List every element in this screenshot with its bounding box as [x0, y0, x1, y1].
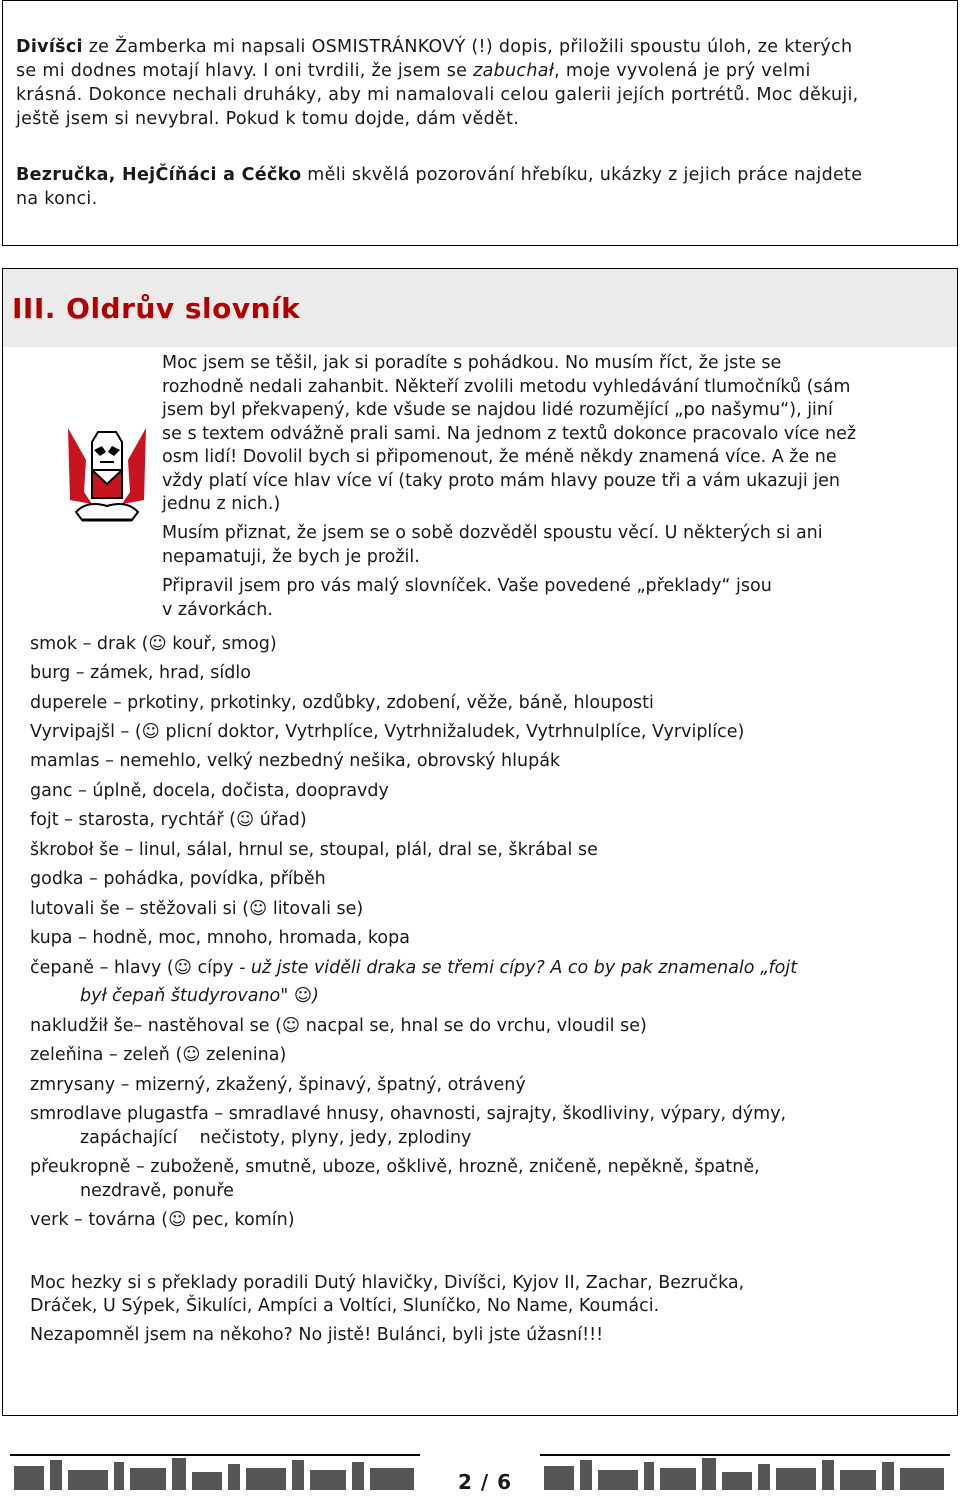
entry-text: čepaně – hlavy (☺ cípy: [30, 958, 240, 978]
glossary-entry: mamlas – nemehlo, velký nezbedný nešika, obrovský hlupák: [30, 751, 561, 771]
glossary-entry: smrodlave plugastfa – smradlavé hnusy, ohavnosti, sajrajty, škodliviny, výpary, dýmy,: [30, 1104, 787, 1124]
top-line-1: [16, 35, 852, 59]
page-number: 2 / 6: [458, 1470, 513, 1494]
intro-paragraph: [162, 352, 940, 517]
glossary-entry: burg – zámek, hrad, sídlo: [30, 663, 251, 683]
third-paragraph: [162, 575, 940, 622]
section-title: III. Oldrův slovník: [12, 292, 301, 325]
top-text: měli skvělá pozorování hřebíku, ukázky z jejich práce najdete: [301, 165, 863, 185]
glossary-entry: fojt – starosta, rychtář (☺ úřad): [30, 810, 307, 830]
glossary-entry: zmrysany – mizerný, zkažený, špinavý, špatný, otrávený: [30, 1075, 526, 1095]
para-line: vždy platí více hlav více ví (taky proto mám hlavy pouze tři a vám ukazuji jen: [162, 470, 841, 491]
para-line: v závorkách.: [162, 599, 273, 620]
letter-box: [2, 0, 958, 246]
thanks-line-2: Dráček, U Sýpek, Šikulíci, Ampíci a Voltíci, Sluníčko, No Name, Koumáci.: [30, 1296, 660, 1316]
top-text: ze Žamberka mi napsali OSMISTRÁNKOVÝ (!) dopis, přiložili spoustu úloh, ze kterých: [82, 37, 853, 57]
para-line: Moc jsem se těšil, jak si poradíte s pohádkou. No musím říct, že jste se: [162, 353, 782, 373]
glossary-entry: ganc – úplně, docela, dočista, doopravdy: [30, 781, 389, 801]
glossary-entry: nakludžił še– nastěhoval se (☺ nacpal se, hnal se do vrchu, vloudil se): [30, 1016, 647, 1036]
groups-bold: Bezručka, HejČíňáci a Céčko: [16, 165, 302, 185]
para-line: jednu z nich.): [162, 494, 281, 514]
glossary-entry: duperele – prkotiny, prkotinky, ozdůbky, zdobení, věže, báně, hlouposti: [30, 693, 654, 713]
para-line: nepamatuji, že bych je prožil.: [162, 546, 420, 567]
top-line-6: na konci.: [16, 189, 98, 209]
glossary-entry-cont: zapáchající nečistoty, plyny, jedy, zplodiny: [80, 1128, 472, 1148]
entry-comment: - už jste viděli draka se třemi cípy? A co by pak znamenalo „fojt: [239, 958, 798, 978]
top-line-2: [16, 59, 811, 83]
dragon-icon: [62, 420, 152, 528]
para-line: se s textem odvážně prali sami. Na jednom z textů dokonce pracovalo více než: [162, 423, 857, 444]
glossary-entry: godka – pohádka, povídka, příběh: [30, 869, 326, 889]
top-text: se mi dodnes motají hlavy. I oni tvrdili, že jsem se: [16, 61, 474, 81]
glossary-entry-cepane: [30, 957, 797, 981]
factory-strip-left-icon: [10, 1452, 420, 1492]
glossary-entry: smok – drak (☺ kouř, smog): [30, 634, 277, 654]
top-italic: zabuchał: [473, 61, 555, 81]
glossary-entry: verk – továrna (☺ pec, komín): [30, 1210, 295, 1230]
top-line-4: ještě jsem si nevybral. Pokud k tomu dojde, dám vědět.: [16, 109, 520, 129]
sender-name: Divíšci: [16, 37, 83, 57]
para-line: Musím přiznat, že jsem se o sobě dozvěděl spoustu věcí. U některých si ani: [162, 523, 823, 543]
top-line-3: krásná. Dokonce nechali druháky, aby mi namalovali celou galerii jejích portrétů. Moc děkuji,: [16, 85, 859, 105]
glossary-entry-cepane-cont: był čepaň študyrovano" ☺): [80, 986, 319, 1006]
glossary-entry: škroboł še – linul, sálal, hrnul se, stoupal, plál, dral se, škrábal se: [30, 840, 598, 860]
glossary-entry: kupa – hodně, moc, mnoho, hromada, kopa: [30, 928, 410, 948]
para-line: rozhodně nedali zahanbit. Někteří zvolili metodu vyhledávání tlumočníků (sám: [162, 376, 851, 397]
para-line: osm lidí! Dovolil bych si připomenout, že méně někdy znamená více. A že ne: [162, 447, 837, 467]
glossary-entry: lutovali še – stěžovali si (☺ litovali se): [30, 899, 364, 919]
factory-strip-right-icon: [540, 1452, 950, 1492]
top-line-5: [16, 163, 862, 187]
glossary-entry: přeukropně – zuboženě, smutně, uboze, ošklivě, hrozně, zničeně, nepěkně, špatně,: [30, 1157, 760, 1177]
glossary-entry: Vyrvipajšl – (☺ plicní doktor, Vytrhplíce, Vytrhnižaludek, Vytrhnulplíce, Vyrviplíce): [30, 722, 745, 742]
top-text: , moje vyvolená je prý velmi: [554, 61, 811, 81]
glossary-entry: zeleňina – zeleň (☺ zelenina): [30, 1045, 287, 1065]
second-paragraph: [162, 522, 940, 569]
thanks-line-3: Nezapomněl jsem na někoho? No jistě! Bulánci, byli jste úžasní!!!: [30, 1325, 604, 1345]
para-line: jsem byl překvapený, kde všude se najdou lidé rozumějící „po našymu“), jiní: [162, 400, 833, 420]
para-line: Připravil jsem pro vás malý slovníček. Vaše povedené „překlady“ jsou: [162, 576, 772, 596]
glossary-entry-cont: nezdravě, ponuře: [80, 1181, 234, 1201]
thanks-line-1: Moc hezky si s překlady poradili Dutý hlavičky, Divíšci, Kyjov II, Zachar, Bezručka,: [30, 1273, 745, 1293]
